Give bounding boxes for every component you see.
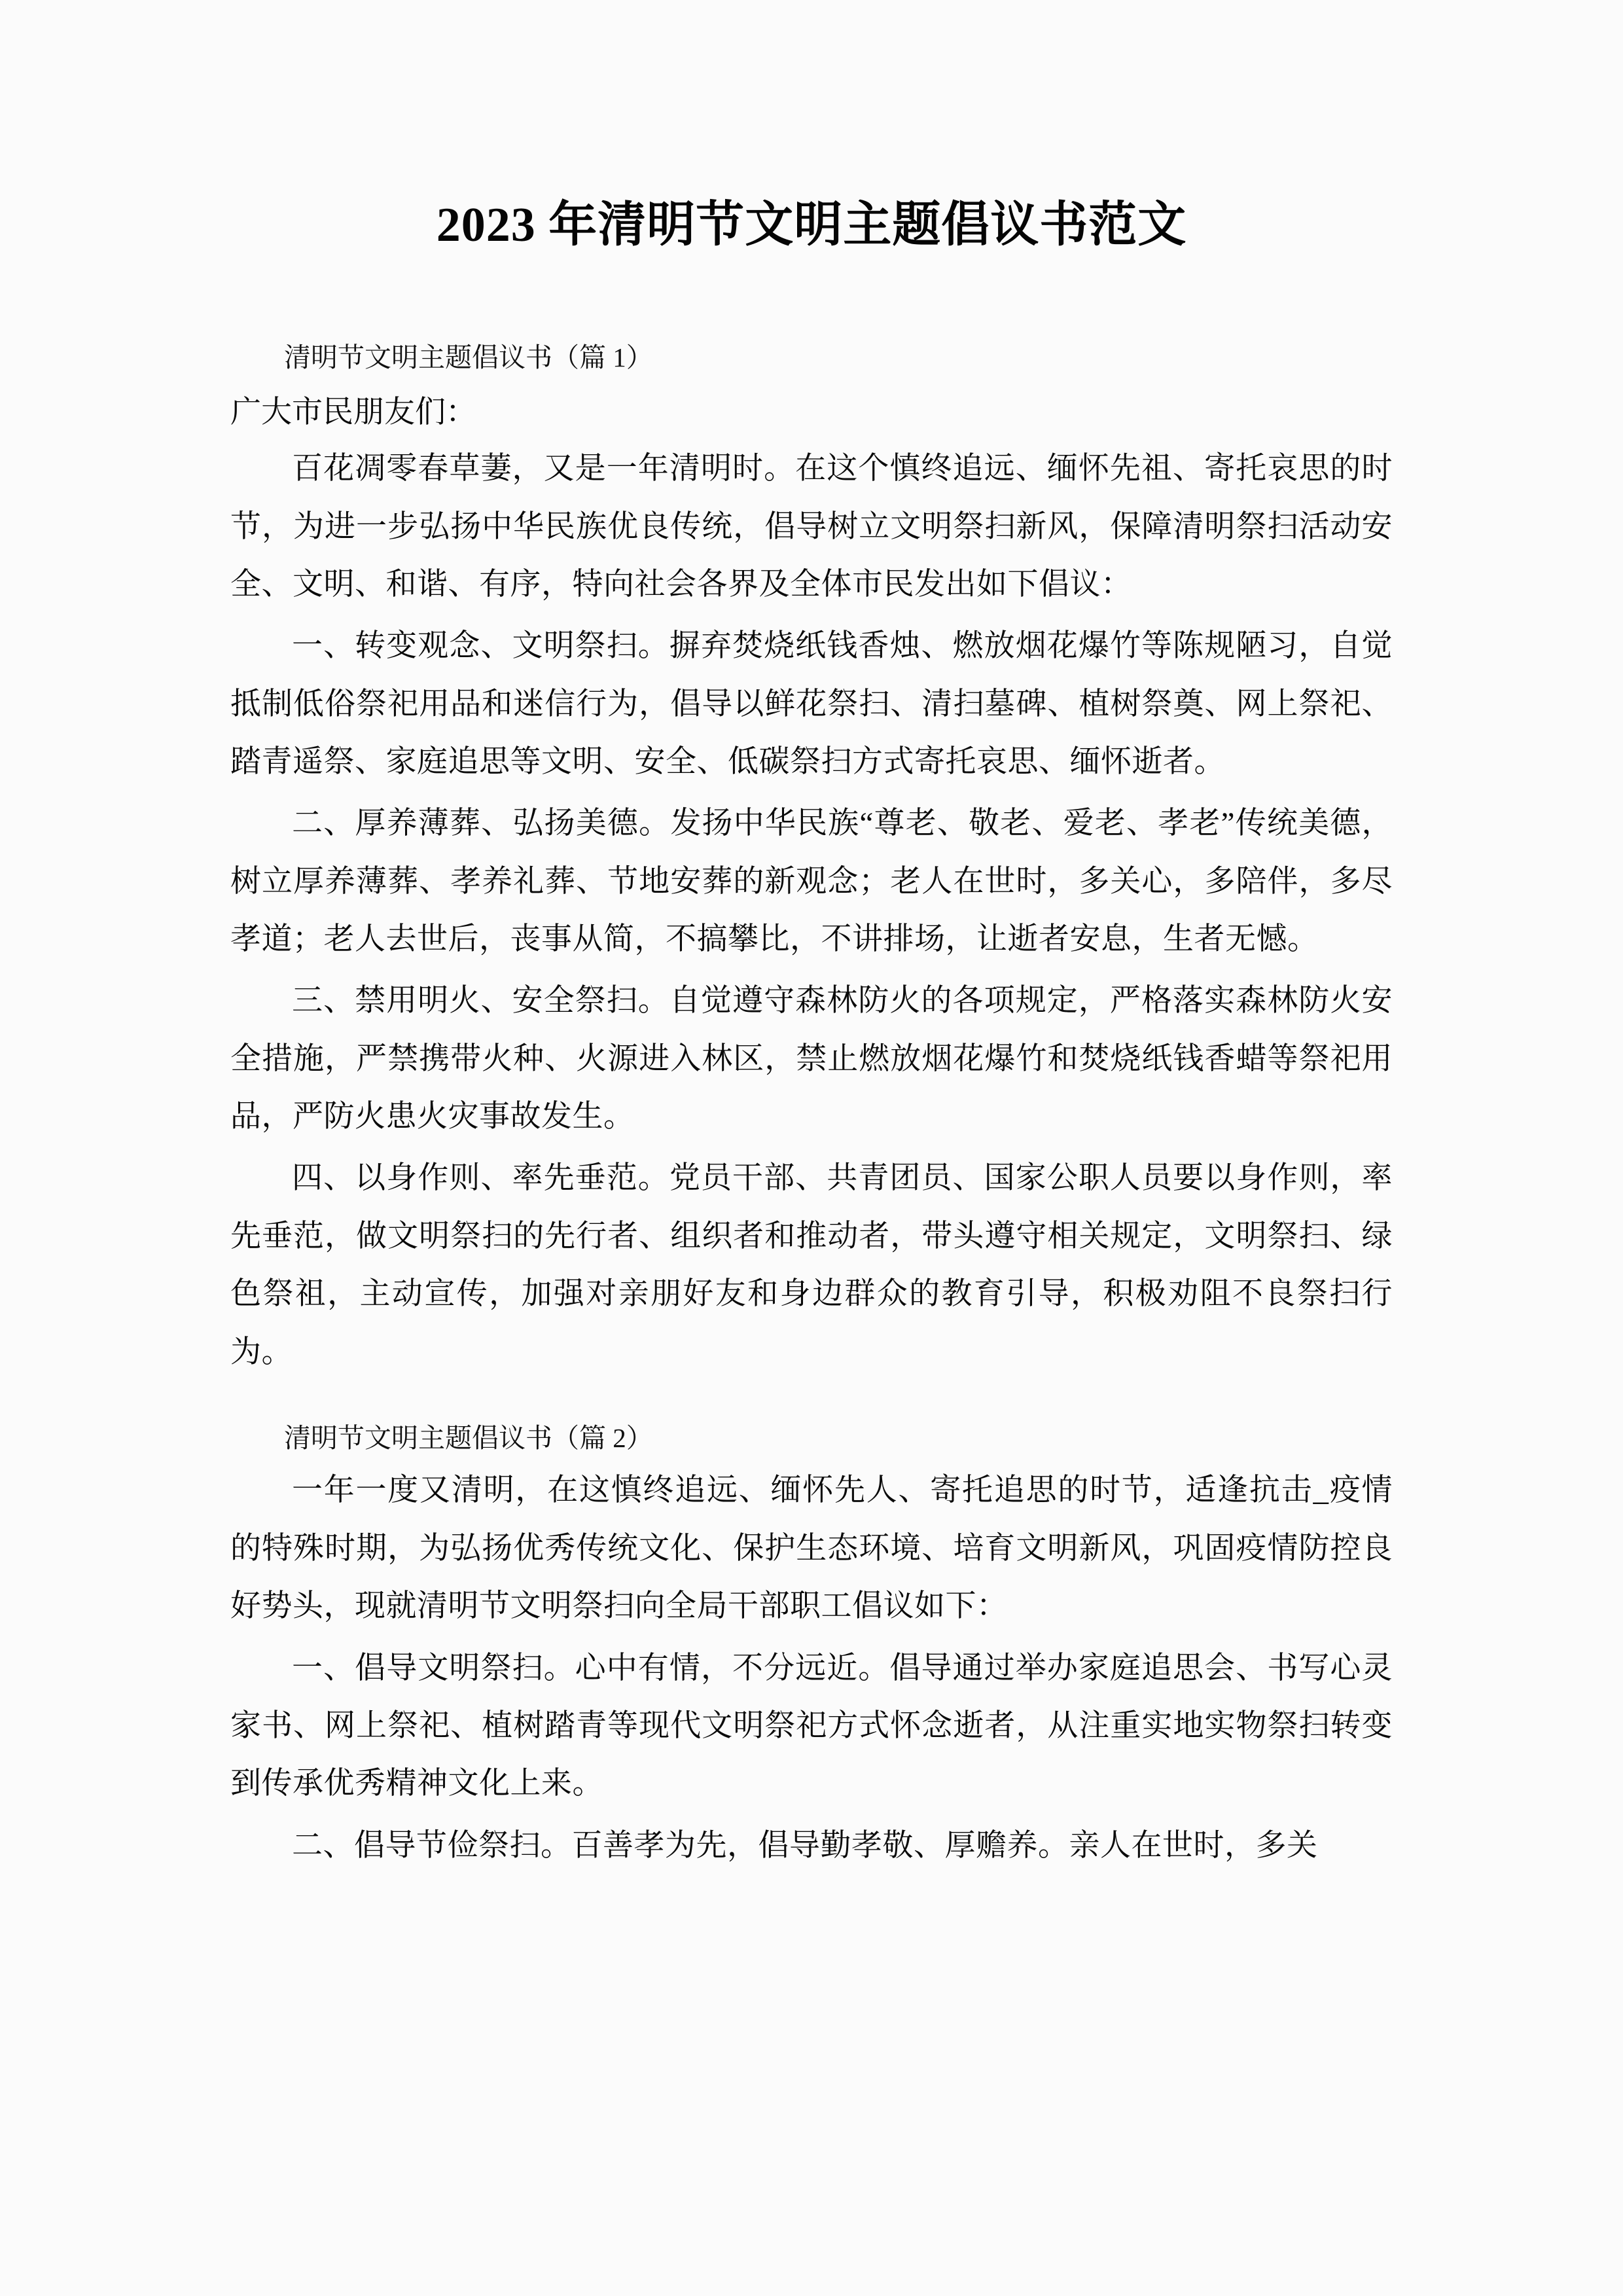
paragraph: 一、倡导文明祭扫。心中有情，不分远近。倡导通过举办家庭追思会、书写心灵家书、网上祭祀、植树踏青等现代文明祭祀方式怀念逝者，从注重实地实物祭扫转变到传承优秀精神文化上来。	[230, 1651, 1393, 1801]
paragraph: 一年一度又清明，在这慎终追远、缅怀先人、寄托追思的时节，适逢抗击_疫情的特殊时期，为弘扬优秀传统文化、保护生态环境、培育文明新风，巩固疫情防控良好势头，现就清明节文明祭扫向全局干部职工倡议如下：	[230, 1473, 1393, 1624]
section-heading-1: 清明节文明主题倡议书（篇 1）	[284, 342, 653, 372]
paragraph: 百花凋零春草萋，又是一年清明时。在这个慎终追远、缅怀先祖、寄托哀思的时节，为进一步弘扬中华民族优良传统，倡导树立文明祭扫新风，保障清明祭扫活动安全、文明、和谐、有序，特向社会各界及全体市民发出如下倡议：	[230, 452, 1393, 601]
document-section-2	[230, 1418, 1393, 1874]
paragraph: 一、转变观念、文明祭扫。摒弃焚烧纸钱香烛、燃放烟花爆竹等陈规陋习，自觉抵制低俗祭祀用品和迷信行为，倡导以鲜花祭扫、清扫墓碑、植树祭奠、网上祭祀、踏青遥祭、家庭追思等文明、安全、低碳祭扫方式寄托哀思、缅怀逝者。	[230, 629, 1393, 779]
paragraph: 三、禁用明火、安全祭扫。自觉遵守森林防火的各项规定，严格落实森林防火安全措施，严禁携带火种、火源进入林区，禁止燃放烟花爆竹和焚烧纸钱香蜡等祭祀用品，严防火患火灾事故发生。	[230, 984, 1393, 1134]
paragraph: 四、以身作则、率先垂范。党员干部、共青团员、国家公职人员要以身作则，率先垂范，做文明祭扫的先行者、组织者和推动者，带头遵守相关规定，文明祭扫、绿色祭祖，主动宣传，加强对亲朋好友和身边群众的教育引导，积极劝阻不良祭扫行为。	[230, 1161, 1393, 1369]
document-section-1	[230, 337, 1393, 1381]
paragraph: 二、倡导节俭祭扫。百善孝为先，倡导勤孝敬、厚赡养。亲人在世时，多关	[292, 1828, 1318, 1863]
document-body	[230, 0, 1393, 1874]
section-heading-2: 清明节文明主题倡议书（篇 2）	[284, 1422, 653, 1453]
paragraph: 二、厚养薄葬、弘扬美德。发扬中华民族“尊老、敬老、爱老、孝老”传统美德，树立厚养薄葬、孝养礼葬、节地安葬的新观念；老人在世时，多关心，多陪伴，多尽孝道；老人去世后，丧事从简，不搞攀比，不讲排场，让逝者安息，生者无憾。	[230, 806, 1393, 957]
page-title: 2023 年清明节文明主题倡议书范文	[436, 198, 1187, 252]
salutation-1: 广大市民朋友们：	[230, 395, 476, 430]
